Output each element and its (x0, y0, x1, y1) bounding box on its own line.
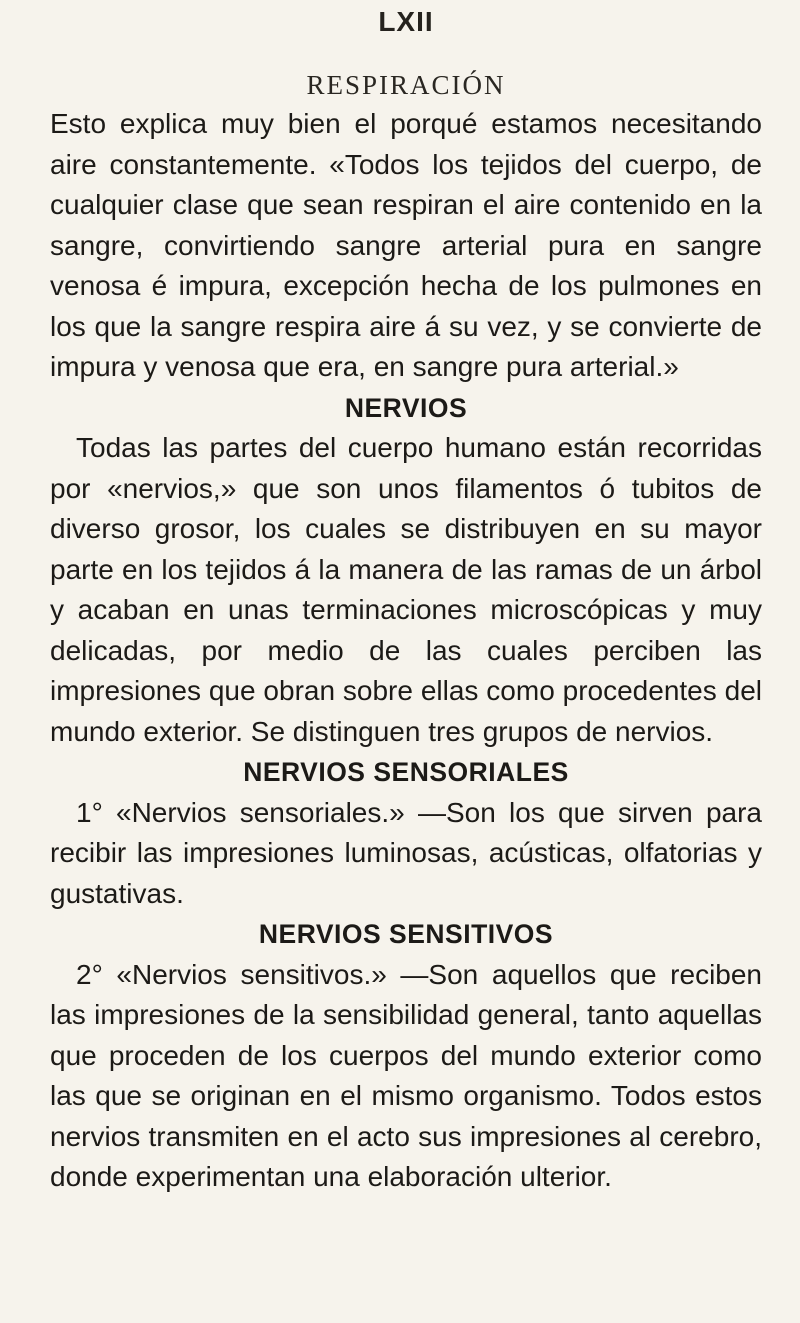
section-heading-nervios-sensitivos: NERVIOS SENSITIVOS (258, 919, 554, 949)
section-heading-nervios-sensoriales: NERVIOS SENSORIALES (243, 757, 569, 787)
running-head: RESPIRACIÓN (306, 70, 506, 100)
paragraph-nervios-sensoriales: 1° «Nervios sensoriales.» —Son los que sirven para recibir las impresiones luminosas, acústicas, olfatorias y gustativas. (50, 796, 762, 909)
paragraph-nervios: Todas las partes del cuerpo humano están recorridas por «nervios,» que son unos filamentos ó tubitos de diverso grosor, los cuales se distribuyen en su mayor parte en los tejidos á la manera de las ramas de un árbol y acaban en unas terminaciones microscópicas y muy delicadas, por medio de las cuales perciben las impresiones que obran sobre ellas como procedentes del mundo exterior. Se distinguen tres grupos de nervios. (50, 432, 762, 747)
section-heading-nervios: NERVIOS (344, 392, 468, 423)
book-page (50, 0, 762, 1323)
paragraph-respiration: Esto explica muy bien el porqué estamos necesitando aire constantemente. «Todos los tejidos del cuerpo, de cualquier clase que sean respiran el aire contenido en la sangre, convirtiendo sangre arterial pura en sangre venosa é impura, excepción hecha de los pulmones en los que la sangre respira aire á su vez, y se convierte de impura y venosa que era, en sangre pura arterial.» (50, 108, 762, 382)
paragraph-nervios-sensitivos: 2° «Nervios sensitivos.» —Son aquellos que reciben las impresiones de la sensibilidad general, tanto aquellas que proceden de los cuerpos del mundo exterior como las que se originan en el mismo organismo. Todos estos nervios transmiten en el acto sus impresiones al cerebro, donde experimentan una elaboración ulterior. (50, 958, 762, 1192)
body-text (50, 104, 762, 1198)
page-number: LXII (378, 6, 434, 37)
